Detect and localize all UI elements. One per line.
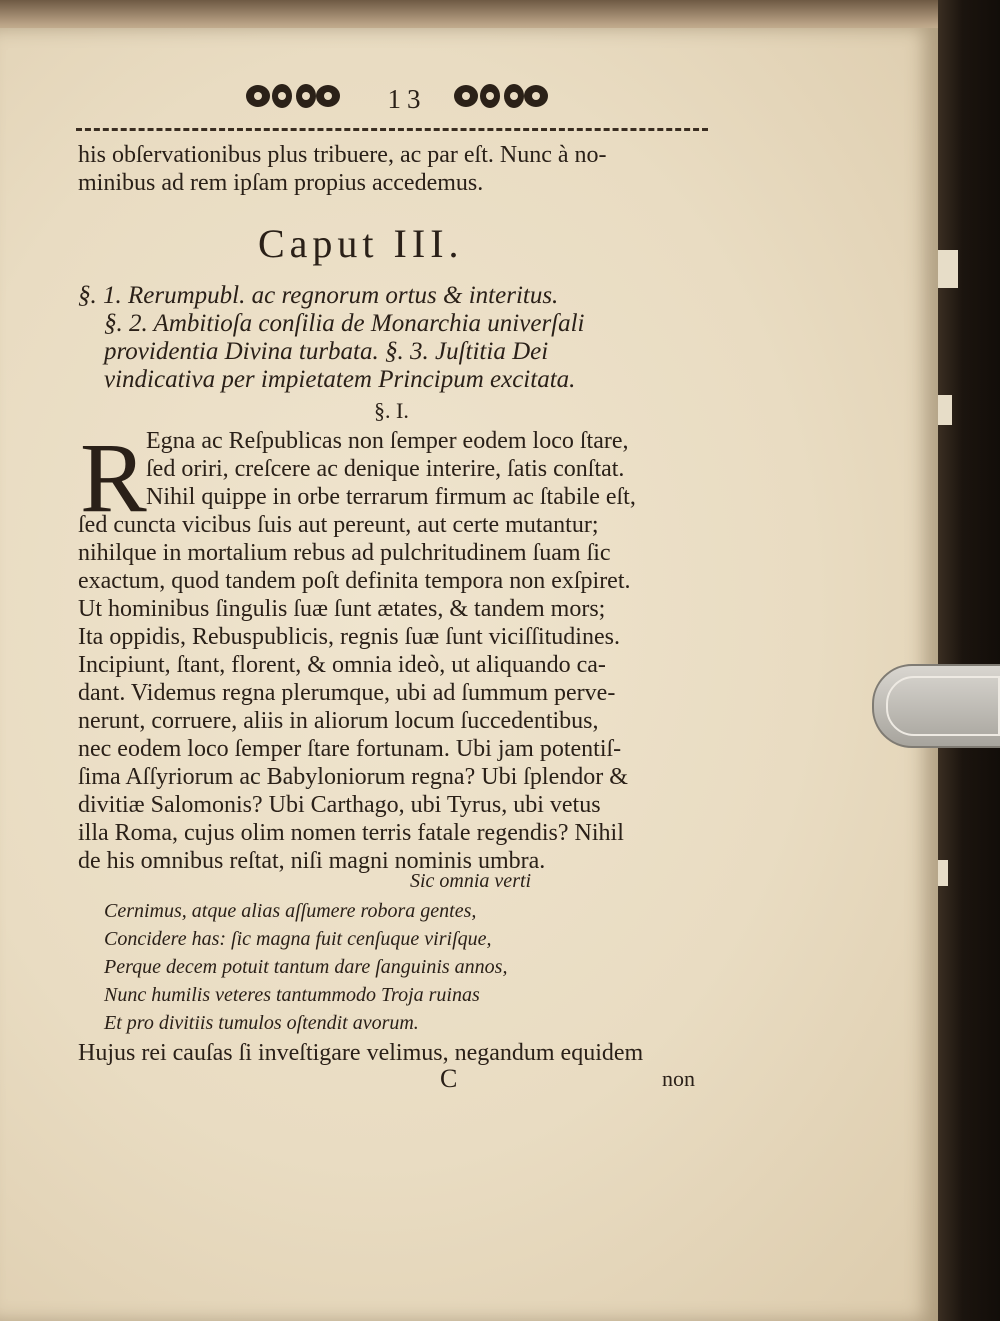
section-mark: §. I. xyxy=(374,398,409,423)
body-line: Nihil quippe in orbe terrarum firmum ac ſtabile eſt, xyxy=(146,484,636,510)
body-line: Incipiunt, ſtant, florent, & omnia ideò, ut aliquando ca- xyxy=(78,652,606,678)
body-line: ſed cuncta vicibus ſuis aut pereunt, aut certe mutantur; xyxy=(78,512,599,538)
page-tab xyxy=(938,860,948,886)
page-tab xyxy=(938,250,958,288)
final-line: Hujus rei cauſas ſi inveſtigare velimus, negandum equidem xyxy=(78,1040,644,1066)
summary-line: providentia Divina turbata. §. 3. Juſtitia Dei xyxy=(104,338,549,365)
body-line: Ita oppidis, Rebuspublicis, regnis ſuæ ſunt viciſſitudines. xyxy=(78,624,620,650)
summary-line: §. 1. Rerumpubl. ac regnorum ortus & interitus. xyxy=(78,282,559,309)
summary-line: vindicativa per impietatem Principum excitata. xyxy=(104,366,576,393)
body-line: illa Roma, cujus olim nomen terris fatale regendis? Nihil xyxy=(78,820,624,846)
body-line: de his omnibus reſtat, niſi magni nominis umbra. xyxy=(78,848,546,874)
body-line: exactum, quod tandem poſt definita tempora non exſpiret. xyxy=(78,568,631,594)
signature-mark: C xyxy=(440,1064,458,1093)
verse-line: Sic omnia verti xyxy=(410,870,532,892)
body-line: ſed oriri, creſcere ac denique interire, ſatis conſtat. xyxy=(146,456,625,482)
body-line: dant. Videmus regna plerumque, ubi ad ſummum perve- xyxy=(78,680,616,706)
page-number: 13 xyxy=(387,84,427,114)
summary-line: §. 2. Ambitioſa conſilia de Monarchia univerſali xyxy=(104,310,585,337)
body-line: nerunt, corruere, aliis in aliorum locum ſuccedentibus, xyxy=(78,708,599,734)
body-line: divitiæ Salomonis? Ubi Carthago, ubi Tyrus, ubi vetus xyxy=(78,792,601,818)
body-line: nec eodem loco ſemper ſtare fortunam. Ubi jam potentiſ- xyxy=(78,736,622,762)
page-tab xyxy=(938,395,952,425)
body-line: nihilque in mortalium rebus ad pulchritudinem ſuam ſic xyxy=(78,540,611,566)
left-ornament-icon xyxy=(244,78,342,114)
verse-line: Concidere has: ſic magna fuit cenſuque viriſque, xyxy=(104,928,492,950)
chapter-title: Caput III. xyxy=(258,221,464,266)
body-line: Ut hominibus ſingulis ſuæ ſunt ætates, & tandem mors; xyxy=(78,596,606,622)
catchword: non xyxy=(662,1066,695,1091)
verse-line: Nunc humilis veteres tantummodo Troja ruinas xyxy=(104,984,480,1006)
verse-line: Perque decem potuit tantum dare ſanguinis annos, xyxy=(104,956,508,978)
book-clip-highlight xyxy=(886,676,1000,736)
verse-line: Et pro divitiis tumulos oſtendit avorum. xyxy=(104,1012,419,1034)
drop-cap: R xyxy=(80,422,147,533)
body-line: Egna ac Reſpublicas non ſemper eodem loco ſtare, xyxy=(146,428,629,454)
body-line: ſima Aſſyriorum ac Babyloniorum regna? Ubi ſplendor & xyxy=(78,764,628,790)
right-ornament-icon xyxy=(452,78,550,114)
continuation-line: minibus ad rem ipſam propius accedemus. xyxy=(78,170,484,196)
book-spine-shadow xyxy=(938,0,1000,1321)
verse-line: Cernimus, atque alias aſſumere robora gentes, xyxy=(104,900,477,922)
continuation-line: his obſervationibus plus tribuere, ac par eſt. Nunc à no- xyxy=(78,142,607,168)
header-rule xyxy=(76,128,708,131)
